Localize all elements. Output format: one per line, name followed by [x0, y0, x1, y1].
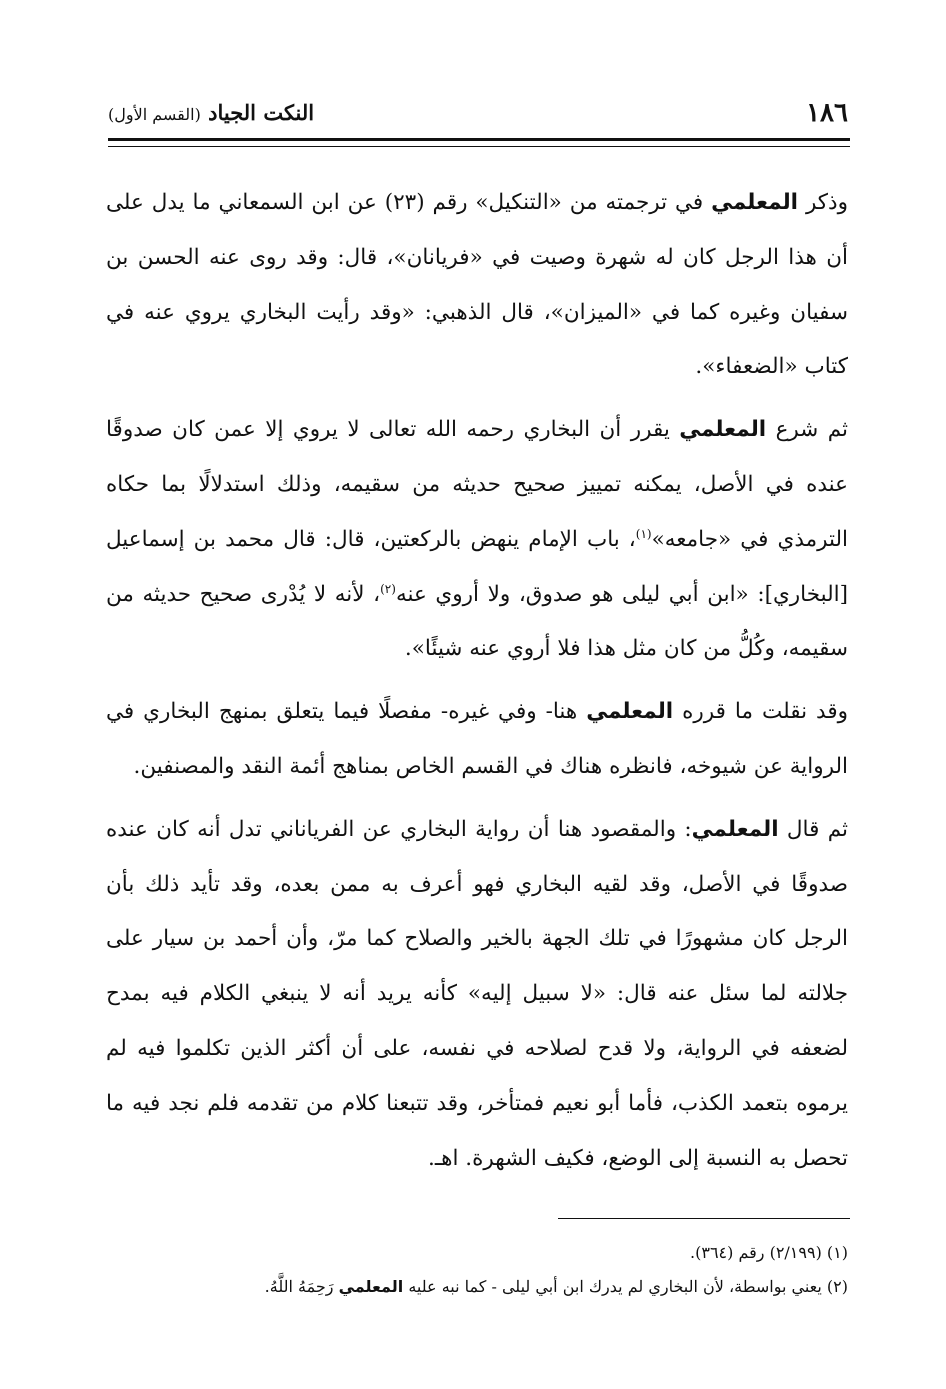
text-run: يقرر أن البخاري رحمه الله تعالى لا يروي إلا عمن كان صدوقًا عنده في الأصل، يمكنه تمييز صحيح حديثه من سقيمه، وذلك استدلالًا بما حكاه الترمذي في «جامعه»	[106, 417, 848, 552]
text-run: في ترجمته من «التنكيل» رقم (٢٣) عن ابن السمعاني ما يدل على أن هذا الرجل كان له شهرة وصيت في «فريانان»، قال: وقد روى عنه الحسن بن سفيان وغيره كما في «الميزان»، قال الذهبي: «وقد رأيت البخاري يروي عنه في كتاب «الضعفاء».	[106, 190, 848, 380]
author-name: المعلمي	[691, 816, 779, 842]
footnote-2	[106, 1270, 848, 1304]
author-name: المعلمي	[586, 699, 674, 725]
author-name: المعلمي	[711, 190, 799, 215]
author-name: المعلمي	[679, 417, 767, 443]
header-rule-thick	[108, 138, 850, 141]
text-run: وذكر	[798, 190, 849, 215]
paragraph-4	[106, 803, 848, 1187]
page-number: ١٨٦	[806, 98, 848, 128]
text-run: (٢) يعني بواسطة، لأن البخاري لم يدرك ابن أبي ليلى - كما نبه عليه	[403, 1277, 848, 1296]
text-run: : والمقصود هنا أن رواية البخاري عن الفرياناني تدل أنه كان عنده صدوقًا في الأصل، وقد لقيه البخاري فهو أعرف به ممن بعده، وقد تأيد ذلك بأن الرجل كان مشهورًا في تلك الجهة بالخير والصلاح كما مرّ، وأن أحمد بن سيار على جلالته لما سئل عنه قال: «لا سبيل إليه» كأنه يريد أنه لا ينبغي الكلام فيه بمدح لضعفه في الرواية، ولا قدح لصلاحه في نفسه، على أن أكثر الذين تكلموا فيه لم يرموه بتعمد الكذب، فأما أبو نعيم فمتأخر، وقد تتبعنا كلام من تقدمه فلم نجد فيه ما تحصل به النسبة إلى الوضع، فكيف الشهرة. اهـ.	[106, 816, 848, 1171]
author-name: المعلمي	[338, 1277, 404, 1296]
footnote-ref-1[interactable]: (١)	[635, 526, 652, 541]
text-run: ثم قال	[778, 816, 848, 842]
book-title: النكت الجياد	[208, 100, 315, 125]
text-run: ، باب الإمام ينهض بالركعتين، قال: قال محمد بن إسماعيل [البخاري]: «ابن أبي ليلى هو صدوق، ولا أروي عنه	[106, 526, 848, 607]
footnote-ref-2[interactable]: (٢)	[380, 581, 396, 596]
text-run: ثم شرع	[766, 417, 848, 443]
text-run: رَحِمَهُ اللَّهُ.	[264, 1277, 339, 1296]
paragraph-1	[106, 176, 848, 395]
main-text	[106, 176, 848, 1186]
footnote-separator	[558, 1218, 850, 1219]
header-rule-thin	[108, 146, 850, 147]
text-run: هنا- وفي غيره- مفصلًا فيما يتعلق بمنهج البخاري في الرواية عن شيوخه، فانظره هناك في القسم الخاص بمناهج أئمة النقد والمصنفين.	[106, 699, 848, 779]
footnote-1: (١) (٢/١٩٩) رقم (٣٦٤).	[690, 1243, 848, 1262]
paragraph-3	[106, 685, 848, 795]
text-run: ، لأنه لا يُدْرى صحيح حديثه من سقيمه، وكُلُّ من كان مثل هذا فلا أروي عنه شيئًا».	[106, 581, 848, 662]
book-subtitle: (القسم الأول)	[108, 105, 201, 124]
page-header	[108, 92, 848, 132]
footnotes	[106, 1236, 848, 1304]
running-title	[108, 100, 314, 125]
paragraph-2	[106, 403, 848, 677]
text-run: وقد نقلت ما قرره	[673, 699, 848, 725]
